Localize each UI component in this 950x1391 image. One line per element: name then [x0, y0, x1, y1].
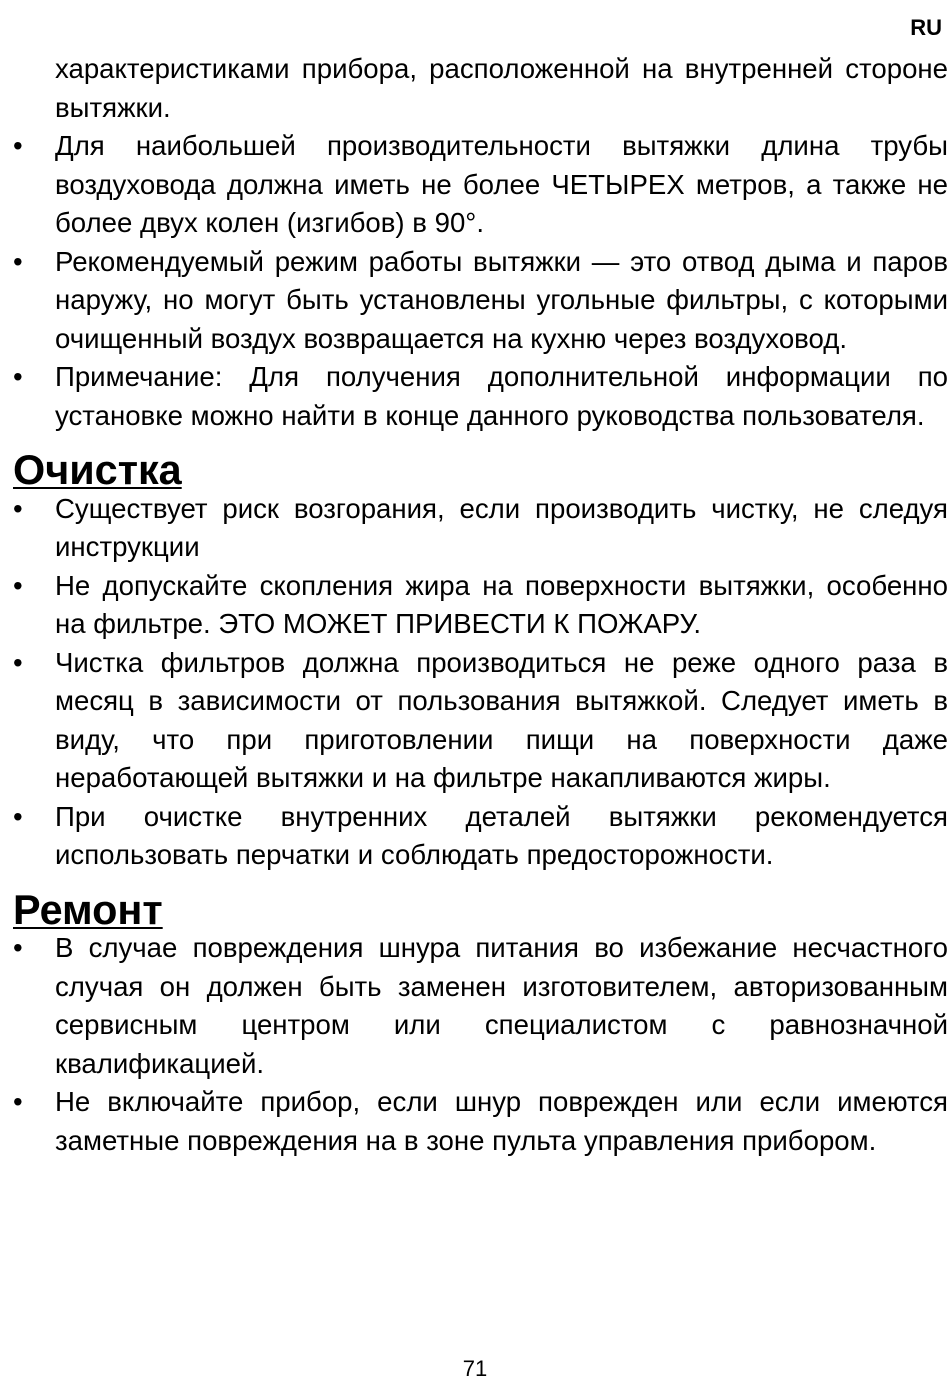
- list-item-text: В случае повреждения шнура питания во избежание несчастного случая он должен быть заменен изготовителем, авторизованным сервисным центром или специалистом с равнозначной квалификацией.: [55, 932, 948, 1079]
- bullet-icon: •: [13, 245, 23, 277]
- repair-bullet-list: [13, 929, 948, 1160]
- language-code: RU: [910, 15, 942, 40]
- bullet-icon: •: [13, 646, 23, 678]
- list-item-text: Рекомендуемый режим работы вытяжки — это отвод дыма и паров наружу, но могут быть установлены угольные фильтры, с которыми очищенный воздух возвращается на кухню через воздуховод.: [55, 245, 948, 354]
- list-item: [13, 243, 948, 359]
- list-item: [13, 1083, 948, 1160]
- list-item: [13, 644, 948, 798]
- bullet-icon: •: [13, 361, 23, 392]
- intro-bullet-list: [13, 127, 948, 435]
- list-item-text: Не допускайте скопления жира на поверхности вытяжки, особенно на фильтре. ЭТО МОЖЕТ ПРИВЕСТИ К ПОЖАРУ.: [55, 569, 948, 639]
- section-heading-repair: Ремонт: [13, 886, 163, 933]
- bullet-icon: •: [13, 932, 23, 963]
- bullet-icon: •: [13, 492, 23, 524]
- list-item: [13, 127, 948, 243]
- list-item: [13, 567, 948, 644]
- list-item-text: Чистка фильтров должна производиться не реже одного раза в месяц в зависимости от пользования вытяжкой. Следует иметь в виду, что при приготовлении пищи на поверхности даже неработающей вытяжки и на фильтре накапливаются жиры.: [55, 646, 948, 793]
- list-item-text: Для наибольшей производительности вытяжки длина трубы воздуховода должна иметь не более ЧЕТЫРЕХ метров, а также не более двух колен (изгибов) в 90°.: [55, 130, 948, 238]
- list-item-text: Примечание: Для получения дополнительной информации по установке можно найти в конце данного руководства пользователя.: [55, 361, 948, 431]
- list-item: [13, 490, 948, 567]
- cleaning-bullet-list: [13, 490, 948, 875]
- intro-continuation: характеристиками прибора, расположенной на внутренней стороне вытяжки.: [55, 53, 948, 123]
- bullet-icon: •: [13, 800, 23, 832]
- cleaning-section: [13, 447, 948, 875]
- bullet-icon: •: [13, 569, 23, 601]
- list-item-text: Существует риск возгорания, если производить чистку, не следуя инструкции: [55, 492, 948, 562]
- list-item: [13, 929, 948, 1083]
- bullet-icon: •: [13, 130, 23, 161]
- page-content: [13, 50, 948, 1160]
- bullet-icon: •: [13, 1086, 23, 1117]
- list-item: [13, 358, 948, 435]
- section-heading-cleaning: Очистка: [13, 447, 182, 493]
- repair-section: [13, 886, 948, 1161]
- list-item-text: Не включайте прибор, если шнур поврежден или если имеются заметные повреждения на в зоне пульта управления прибором.: [55, 1086, 948, 1156]
- list-item-text: При очистке внутренних деталей вытяжки рекомендуется использовать перчатки и соблюдать предосторожности.: [55, 800, 948, 870]
- page-number: 71: [462, 1356, 488, 1381]
- list-item: [13, 798, 948, 875]
